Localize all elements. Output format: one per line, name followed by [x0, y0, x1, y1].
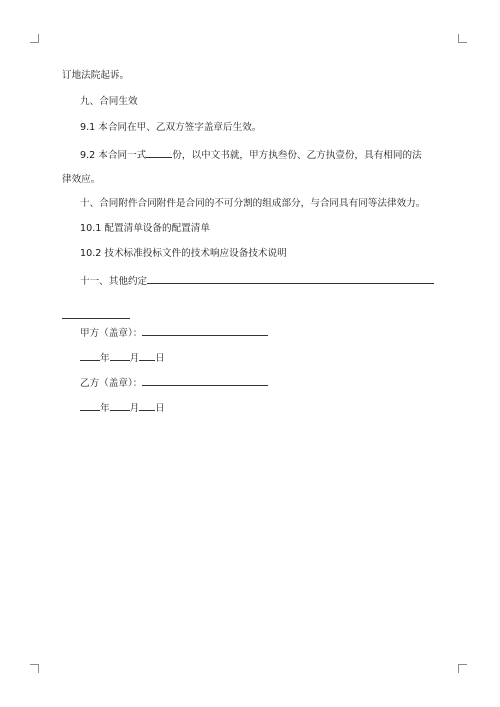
- other-terms-label: 十一、其他约定: [80, 276, 148, 287]
- day-blank: [139, 400, 155, 411]
- clause-9-2-prefix: 9.2 本合同一式: [80, 150, 147, 161]
- section-heading-eleven: [80, 273, 434, 289]
- party-b-seal-blank: [142, 375, 268, 386]
- corner-mark-top-left: [30, 34, 39, 43]
- month-blank: [110, 350, 130, 361]
- party-a-date: [80, 350, 165, 366]
- clause-9-2-continuation: 律效应。: [62, 174, 101, 185]
- other-terms-continuation-blank: [62, 318, 130, 319]
- year-blank: [80, 400, 100, 411]
- clause-10-1: 10.1 配置清单设备的配置清单: [80, 223, 210, 234]
- month-label: 月: [129, 403, 140, 414]
- year-label: 年: [100, 353, 110, 364]
- corner-mark-top-right: [458, 34, 467, 43]
- section-heading-ten: 十、合同附件合同附件是合同的不可分割的组成部分，与合同具有同等法律效力。: [80, 198, 426, 209]
- clause-9-2-suffix: 份，以中文书就，甲方执叁份、乙方执壹份，具有相同的法: [172, 150, 422, 161]
- month-label: 月: [129, 353, 140, 364]
- year-blank: [80, 350, 100, 361]
- day-label: 日: [155, 353, 165, 364]
- year-label: 年: [100, 403, 110, 414]
- day-blank: [139, 350, 155, 361]
- party-a-line: [80, 325, 268, 341]
- copies-blank: [146, 147, 172, 158]
- corner-mark-bottom-right: [458, 664, 467, 673]
- clause-9-1: 9.1 本合同在甲、乙双方签字盖章后生效。: [80, 122, 262, 133]
- party-b-label: 乙方（盖章）：: [80, 378, 143, 389]
- party-a-label: 甲方（盖章）：: [80, 328, 143, 339]
- clause-10-2: 10.2 技术标准投标文件的技术响应设备技术说明: [80, 248, 287, 259]
- month-blank: [110, 400, 130, 411]
- clause-9-2: [80, 147, 422, 163]
- corner-mark-bottom-left: [30, 664, 39, 673]
- other-terms-blank: [147, 273, 434, 284]
- party-b-date: [80, 400, 165, 416]
- paragraph-continuation: 订地法院起诉。: [62, 70, 130, 81]
- party-a-seal-blank: [142, 325, 268, 336]
- day-label: 日: [155, 403, 165, 414]
- section-heading-nine: 九、合同生效: [80, 96, 138, 107]
- party-b-line: [80, 375, 268, 391]
